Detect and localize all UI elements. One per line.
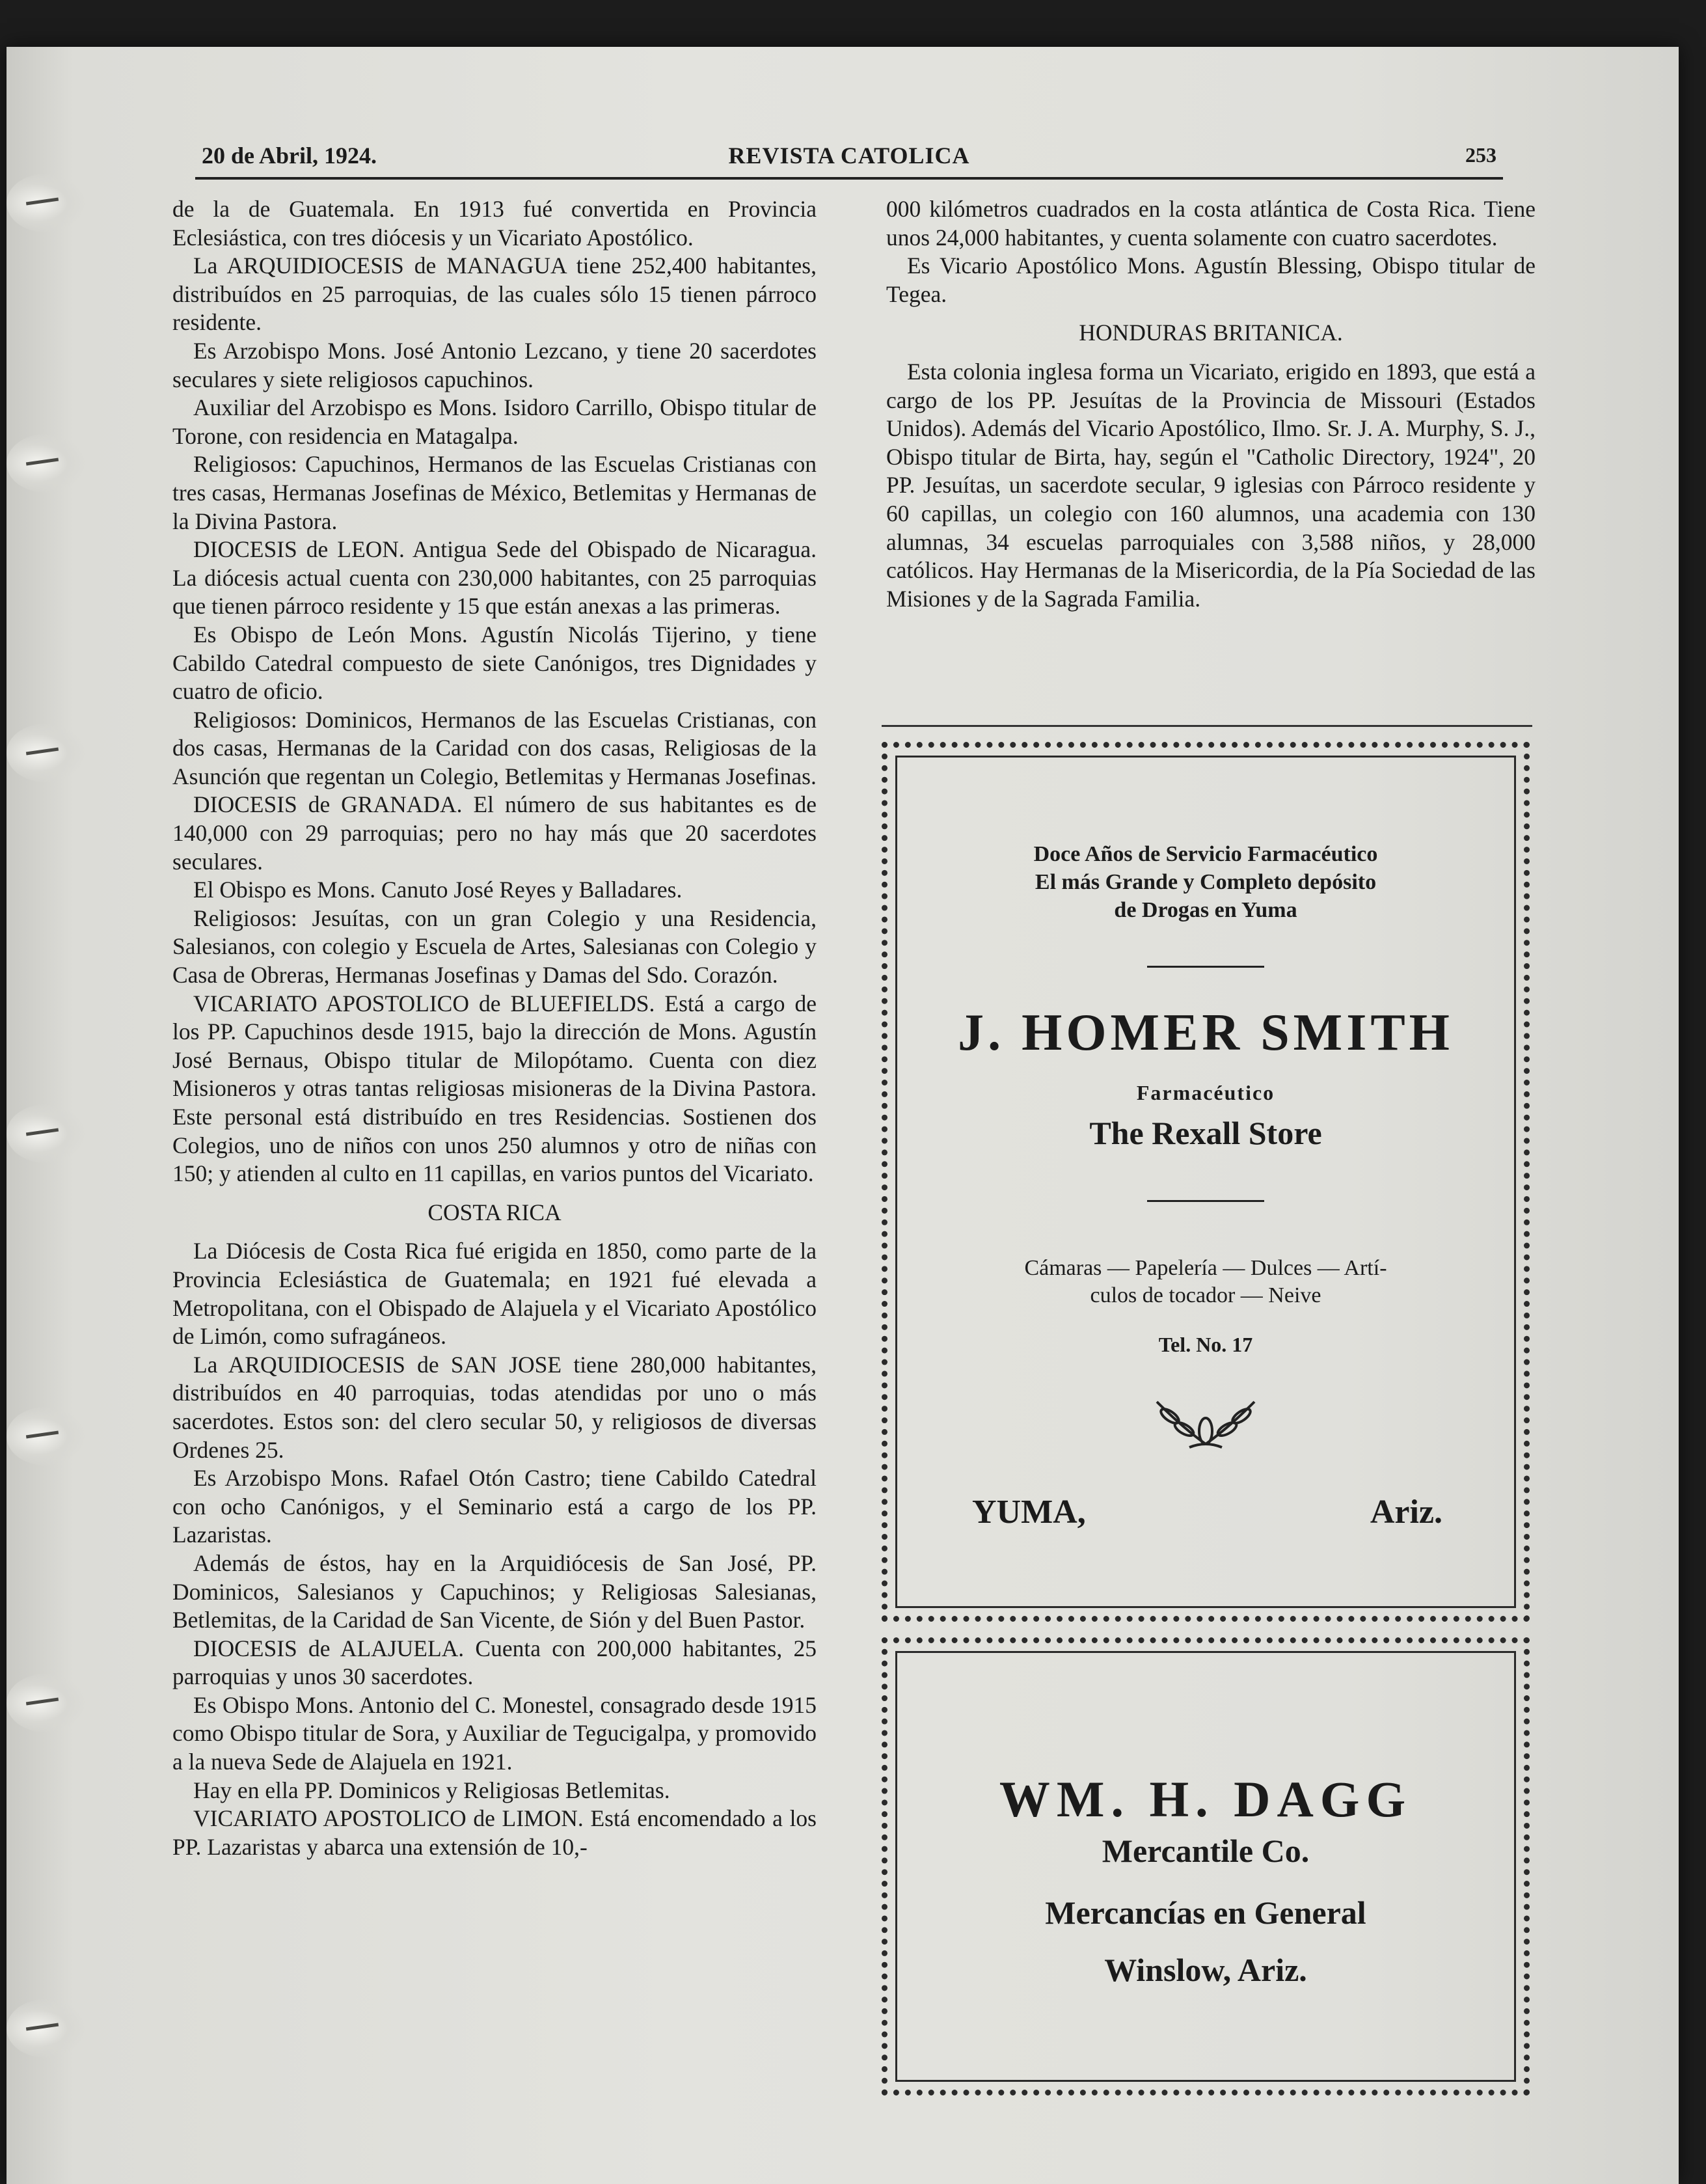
ad-location: Winslow, Ariz. (1104, 1952, 1307, 1988)
paragraph: Hay en ella PP. Dominicos y Religiosas Betlemitas. (193, 1777, 670, 1803)
paragraph: 000 kilómetros cuadrados en la costa atlántica de Costa Rica. Tiene unos 24,000 habitantes, y cuenta solamente con cuatro sacerdotes. (886, 196, 1536, 251)
ad-frame (895, 1651, 1516, 2082)
paragraph: Esta colonia inglesa forma un Vicariato, erigido en 1893, que está a cargo de los PP. Jesuítas de la Provincia de Missouri (Estados Unidos). Además del Vicario Apostólico, Ilmo. Sr. J. A. Murphy, S. J., Obispo titular de Birta, hay, según el "Catholic Directory, 1924", 20 PP. Jesuítas, un sacerdote secular, 9 iglesias con Párroco residente y 60 capillas, un colegio con 160 alumnos, una academia con 130 alumnas, 34 escuelas parroquiales con 3,588 niños, y 28,000 católicos. Hay Hermanas de la Misericordia, de la Pía Sociedad de las Misiones y de la Sagrada Familia. (886, 358, 1536, 612)
right-column (886, 195, 1536, 613)
laurel-ornament-icon (1144, 1382, 1267, 1454)
phone-number: Tel. No. 17 (1158, 1333, 1253, 1356)
binding-hole (7, 1407, 85, 1466)
magazine-title: REVISTA CATOLICA (728, 143, 970, 169)
goods-list: Cámaras — Papelería — Dulces — Artí- (1024, 1256, 1387, 1280)
paragraph: Es Arzobispo Mons. José Antonio Lezcano, y tiene 20 sacerdotes seculares y siete religiosos capuchinos. (172, 337, 817, 392)
ad-wm-h-dagg (882, 1637, 1530, 2095)
paragraph: Religiosos: Jesuítas, con un gran Colegio y una Residencia, Salesianos, con colegio y Escuela de Artes, Salesianas con Colegio y Casa de Obreras, Hermanas Josefinas y Damas del Sdo. Corazón. (172, 905, 817, 989)
ad-frame (895, 756, 1516, 1608)
paragraph: Religiosos: Dominicos, Hermanos de las Escuelas Cristianas, con dos casas, Hermanas de la Caridad con dos casas, Religiosas de la Asunción que regentan un Colegio, Betlemitas y Hermanas Josefinas. (172, 706, 817, 789)
ad-state: Ariz. (1370, 1494, 1442, 1531)
binding-hole (7, 1999, 85, 2058)
binding-hole (7, 724, 85, 782)
advertiser-name: WM. H. DAGG (999, 1771, 1413, 1827)
paragraph: Es Vicario Apostólico Mons. Agustín Blessing, Obispo titular de Tegea. (886, 253, 1536, 307)
paragraph: de la de Guatemala. En 1913 fué convertida en Provincia Eclesiástica, con tres diócesis y un Vicariato Apostólico. (172, 196, 817, 251)
ad-goods: Mercancías en General (1045, 1894, 1366, 1931)
paragraph: DIOCESIS de GRANADA. El número de sus habitantes es de 140,000 con 29 parroquias; pero no hay más que 20 sacerdotes seculares. (172, 791, 817, 875)
running-header (195, 138, 1503, 180)
ad-homer-smith (882, 742, 1530, 1622)
left-column (172, 195, 817, 1861)
section-heading: COSTA RICA (427, 1199, 562, 1225)
issue-date: 20 de Abril, 1924. (202, 143, 377, 169)
paragraph: Es Obispo Mons. Antonio del C. Monestel, consagrado desde 1915 como Obispo titular de Sora, y Auxiliar de Tegucigalpa, y promovido a la nueva Sede de Alajuela en 1921. (172, 1691, 817, 1775)
goods-list: culos de tocador — Neive (1090, 1283, 1321, 1307)
binding-hole (7, 174, 85, 232)
company-name: Mercantile Co. (1102, 1833, 1310, 1869)
paragraph: Es Obispo de León Mons. Agustín Nicolás Tijerino, y tiene Cabildo Catedral compuesto de siete Canónigos, tres Dignidades y cuatro de oficio. (172, 621, 817, 705)
section-heading: HONDURAS BRITANICA. (1079, 320, 1343, 346)
paragraph: La Diócesis de Costa Rica fué erigida en 1850, como parte de la Provincia Eclesiástica de Guatemala; en 1921 fué elevada a Metropolitana, con el Obispado de Alajuela y el Vicariato Apostólico de Limón, como sufragáneos. (172, 1238, 817, 1350)
paragraph: Es Arzobispo Mons. Rafael Otón Castro; tiene Cabildo Catedral con ocho Canónigos, y el Seminario está a cargo de los PP. Lazaristas. (172, 1465, 817, 1548)
binding-hole (7, 434, 85, 493)
paragraph: El Obispo es Mons. Canuto José Reyes y Balladares. (193, 877, 683, 903)
store-name: The Rexall Store (1089, 1115, 1322, 1151)
binding-hole (7, 1674, 85, 1732)
advertiser-profession: Farmacéutico (1136, 1081, 1275, 1104)
ad-tagline: El más Grande y Completo depósito (1035, 870, 1377, 894)
paragraph: DIOCESIS de LEON. Antigua Sede del Obispado de Nicaragua. La diócesis actual cuenta con 230,000 habitantes, con 25 parroquias que tienen párroco residente y 15 que están anexas a las primeras. (172, 536, 817, 620)
paragraph: Religiosos: Capuchinos, Hermanos de las Escuelas Cristianas con tres casas, Hermanas Josefinas de México, Betlemitas y Hermanas de la Divina Pastora. (172, 451, 817, 534)
divider (1147, 966, 1264, 968)
paragraph: DIOCESIS de ALAJUELA. Cuenta con 200,000 habitantes, 25 parroquias y unos 30 sacerdotes. (172, 1635, 817, 1690)
ad-tagline: de Drogas en Yuma (1114, 898, 1297, 922)
ad-tagline: Doce Años de Servicio Farmacéutico (1033, 842, 1378, 866)
page-number: 253 (1465, 143, 1496, 167)
binding-hole (7, 1104, 85, 1163)
paragraph: La ARQUIDIOCESIS de SAN JOSE tiene 280,000 habitantes, distribuídos en 40 parroquias, todas atendidas por uno o más sacerdotes. Estos son: del clero secular 50, y religiosos de diversas Ordenes 25. (172, 1351, 817, 1463)
ad-city: YUMA, (972, 1494, 1086, 1531)
paragraph: La ARQUIDIOCESIS de MANAGUA tiene 252,400 habitantes, distribuídos en 25 parroquias, de las cuales sólo 15 tienen párroco residente. (172, 253, 817, 336)
paragraph: VICARIATO APOSTOLICO de BLUEFIELDS. Está a cargo de los PP. Capuchinos desde 1915, bajo la dirección de Mons. Agustín José Bernaus, Obispo titular de Milopótamo. Cuenta con diez Misioneros y otras tantas religiosas misioneras de la Divina Pastora. Este personal está distribuído en tres Residencias. Sostienen dos Colegios, uno de niños con unos 250 alumnos y otro de niñas con 150; y atienden al culto en 11 capillas, en varios puntos del Vicariato. (172, 990, 817, 1187)
paragraph: Además de éstos, hay en la Arquidiócesis de San José, PP. Dominicos, Salesianos y Capuchinos; y Religiosas Salesianas, Betlemitas, de la Caridad de San Vicente, de Sión y del Buen Pastor. (172, 1549, 817, 1633)
column-rule (882, 725, 1532, 727)
advertiser-name: J. HOMER SMITH (958, 1004, 1454, 1061)
paragraph: Auxiliar del Arzobispo es Mons. Isidoro Carrillo, Obispo titular de Torone, con residencia en Matagalpa. (172, 394, 817, 449)
paragraph: VICARIATO APOSTOLICO de LIMON. Está encomendado a los PP. Lazaristas y abarca una extensión de 10,- (172, 1805, 817, 1860)
divider (1147, 1200, 1264, 1202)
